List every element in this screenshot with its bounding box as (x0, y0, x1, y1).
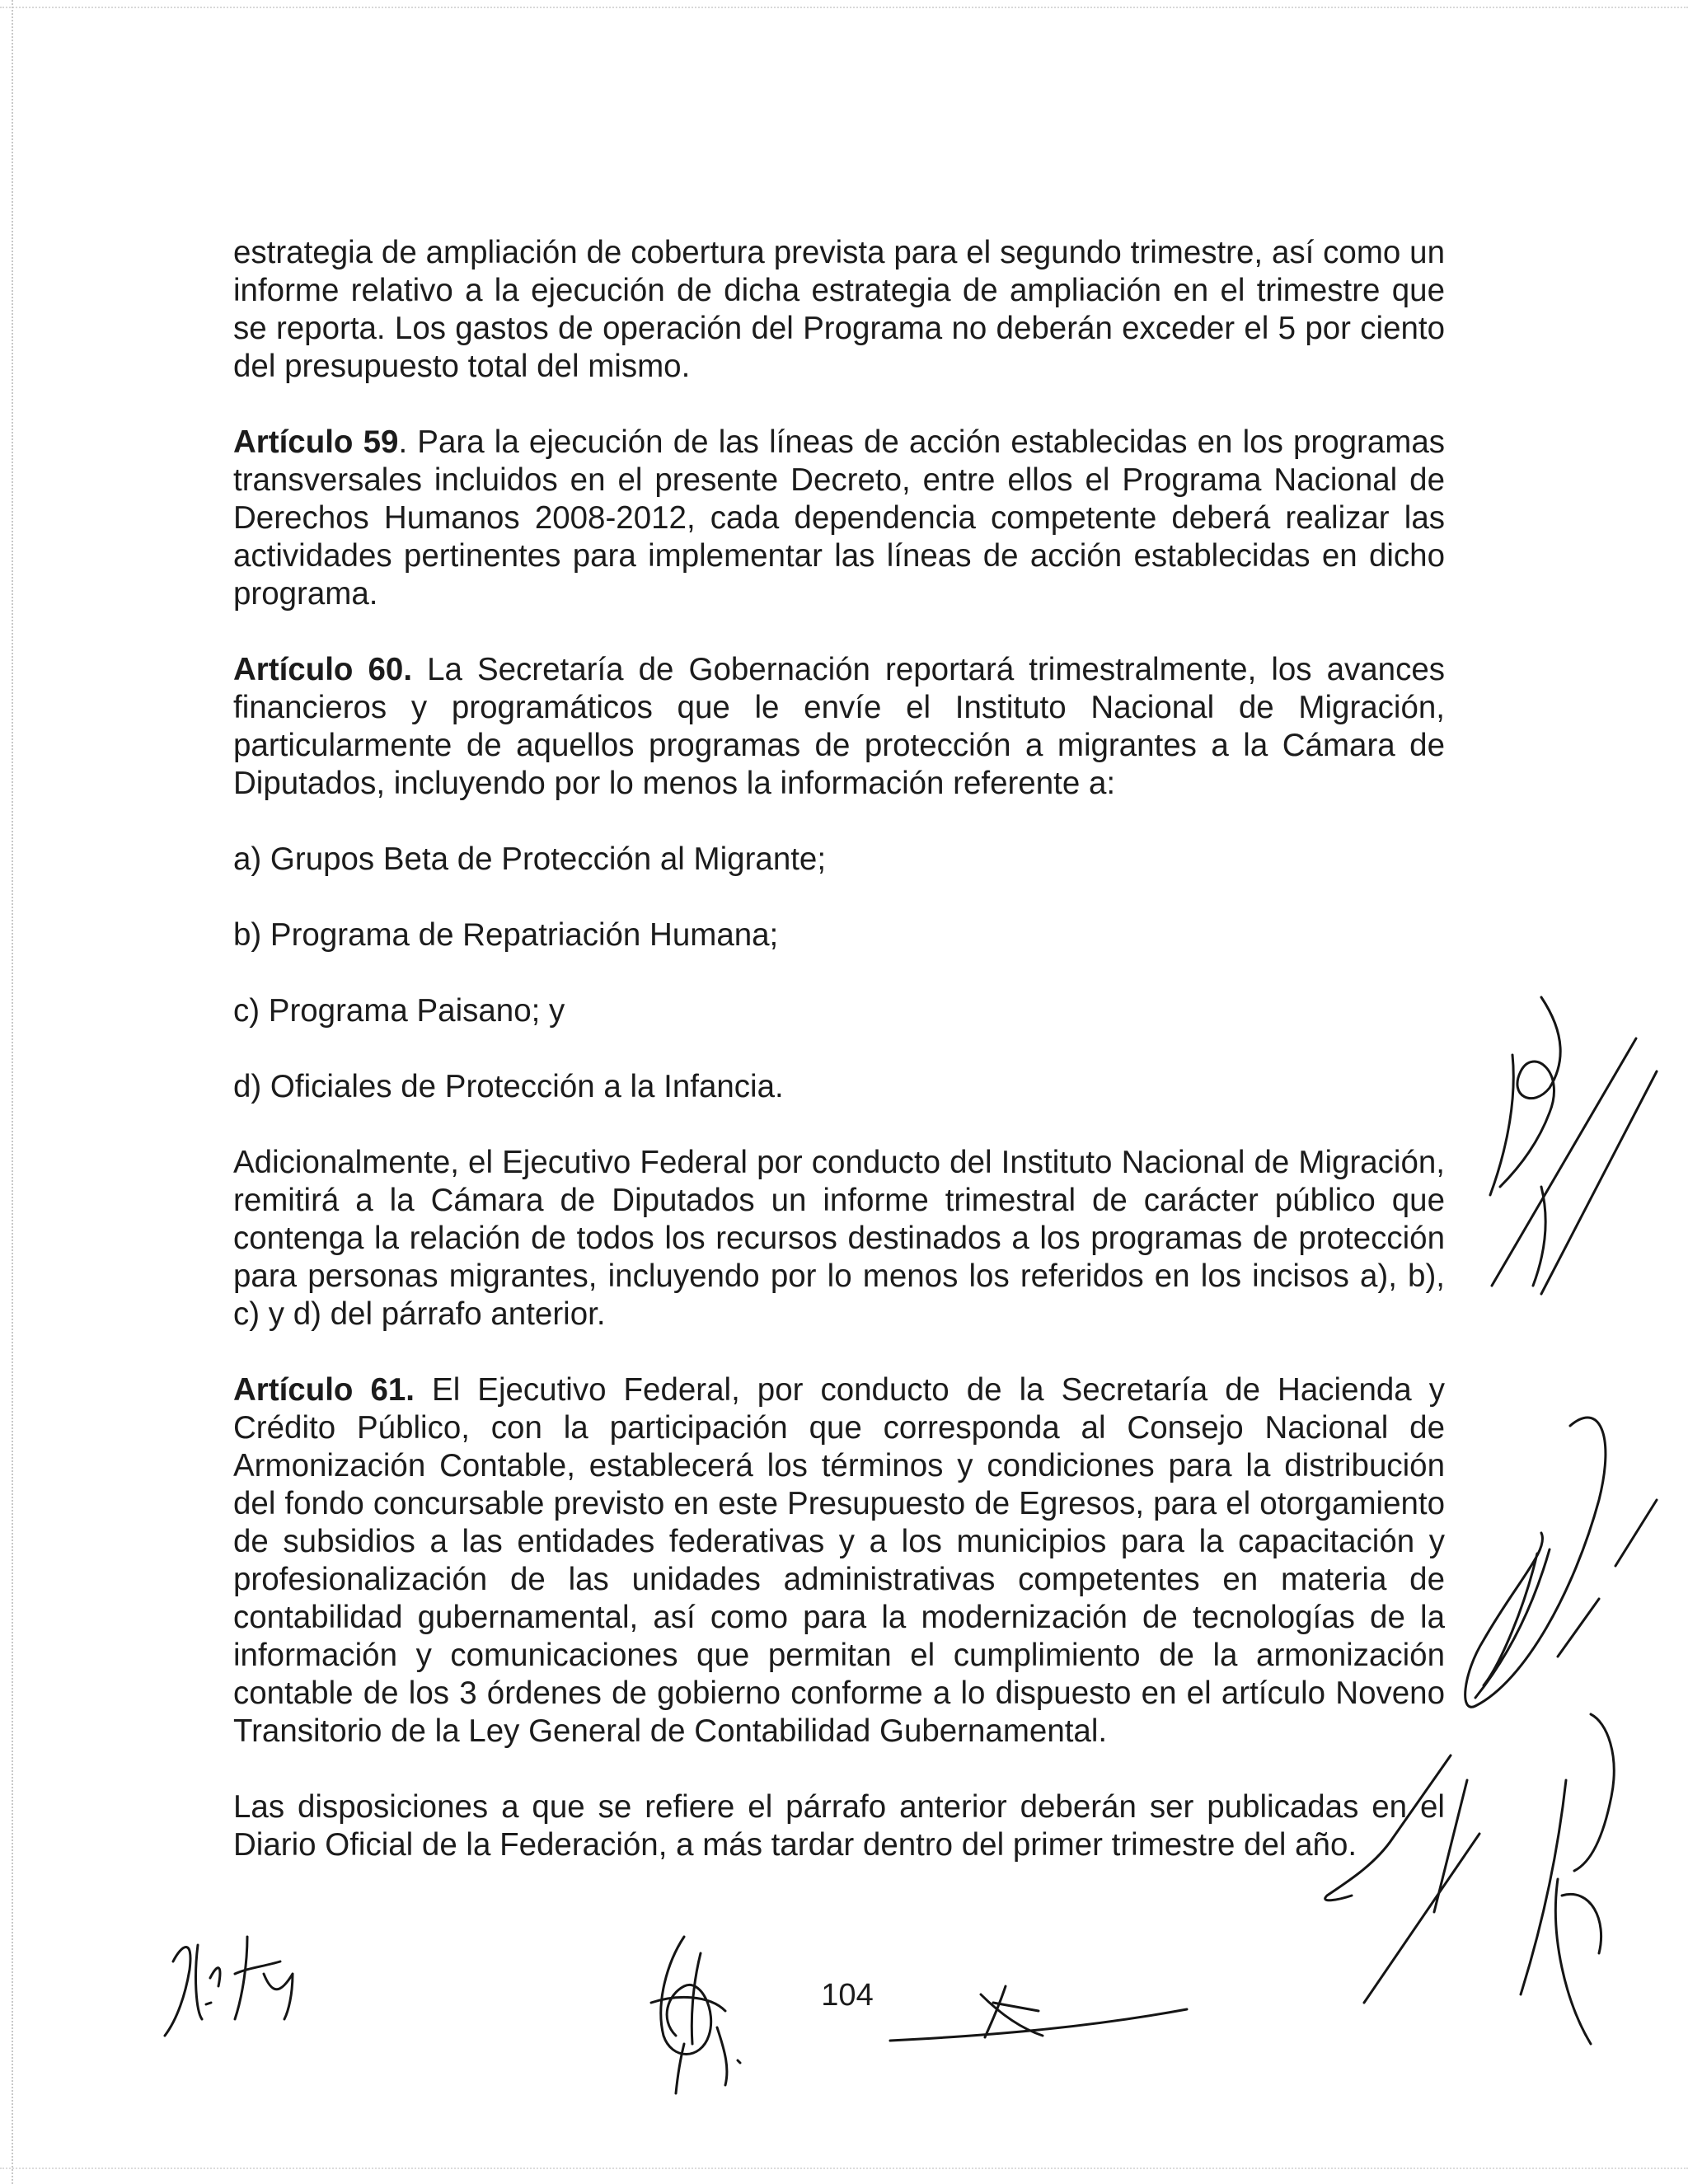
page-number: 104 (821, 1978, 874, 2013)
paragraph-continuation (233, 234, 1445, 386)
handwritten-signature-icon (1465, 1418, 1657, 1707)
article-label: Artículo 60. (233, 652, 413, 687)
list-item-b: b) Programa de Repatriación Humana; (233, 917, 779, 953)
article-label: Artículo 59 (233, 424, 399, 460)
handwritten-signature-icon (890, 1986, 1187, 2041)
article-label: Artículo 61. (233, 1372, 415, 1408)
article-59 (233, 424, 1445, 613)
document-body (233, 234, 1445, 1902)
paragraph-disposiciones (233, 1788, 1445, 1864)
paragraph-text: estrategia de ampliación de cobertura prevista para el segundo trimestre, así como un informe relativo a la ejecución de dicha estrategia de ampliación en el trimestre que se reporta. Los gastos de operación del Programa no deberán exceder el 5 por ciento del presupuesto total del mismo. (233, 235, 1445, 384)
article-61 (233, 1371, 1445, 1750)
paragraph-text: Adicionalmente, el Ejecutivo Federal por conducto del Instituto Nacional de Migración, remitirá a la Cámara de Diputados un informe trimestral de carácter público que contenga la relación de todos los recursos destinados a los programas de protección para personas migrantes, incluyendo por lo menos los referidos en los incisos a), b), c) y d) del párrafo anterior. (233, 1145, 1445, 1332)
paragraph-adicionalmente (233, 1144, 1445, 1333)
paragraph-text: Las disposiciones a que se refiere el párrafo anterior deberán ser publicadas en el Diario Oficial de la Federación, a más tardar dentro del primer trimestre del año. (233, 1789, 1445, 1863)
scan-edge-left (0, 0, 13, 2184)
handwritten-signature-icon (165, 1937, 293, 2036)
scan-edge-top (0, 0, 1688, 8)
handwritten-signature-icon (1490, 997, 1657, 1294)
list-item-d: d) Oficiales de Protección a la Infancia. (233, 1069, 784, 1104)
article-text: La Secretaría de Gobernación reportará trimestralmente, los avances financieros y programáticos que le envíe el Instituto Nacional de Migración, particularmente de aquellos programas de protección a migrantes a la Cámara de Diputados, incluyendo por lo menos la información referente a: (233, 652, 1445, 801)
scan-edge-bottom (0, 2168, 1688, 2172)
handwritten-signature-icon (651, 1937, 740, 2093)
article-60 (233, 651, 1445, 803)
list-item-a: a) Grupos Beta de Protección al Migrante; (233, 841, 827, 877)
list-item-c: c) Programa Paisano; y (233, 993, 565, 1029)
article-text: El Ejecutivo Federal, por conducto de la Secretaría de Hacienda y Crédito Público, con la participación que corresponda al Consejo Nacional de Armonización Contable, establecerá los términos y condiciones para la distribución del fondo concursable previsto en este Presupuesto de Egresos, para el otorgamiento de subsidios a las entidades federativas y a los municipios para la capacitación y profesionalización de las unidades administrativas competentes en materia de contabilidad gubernamental, así como para la modernización de tecnologías de la información y comunicaciones que permitan el cumplimiento de la armonización contable de los 3 órdenes de gobierno conforme a lo dispuesto en el artículo Noveno Transitorio de la Ley General de Contabilidad Gubernamental. (233, 1372, 1445, 1749)
article-text: . Para la ejecución de las líneas de acción establecidas en los programas transversales incluidos en el presente Decreto, entre ellos el Programa Nacional de Derechos Humanos 2008-2012, cada dependencia competente deberá realizar las actividades pertinentes para implementar las líneas de acción establecidas en dicho programa. (233, 424, 1446, 612)
